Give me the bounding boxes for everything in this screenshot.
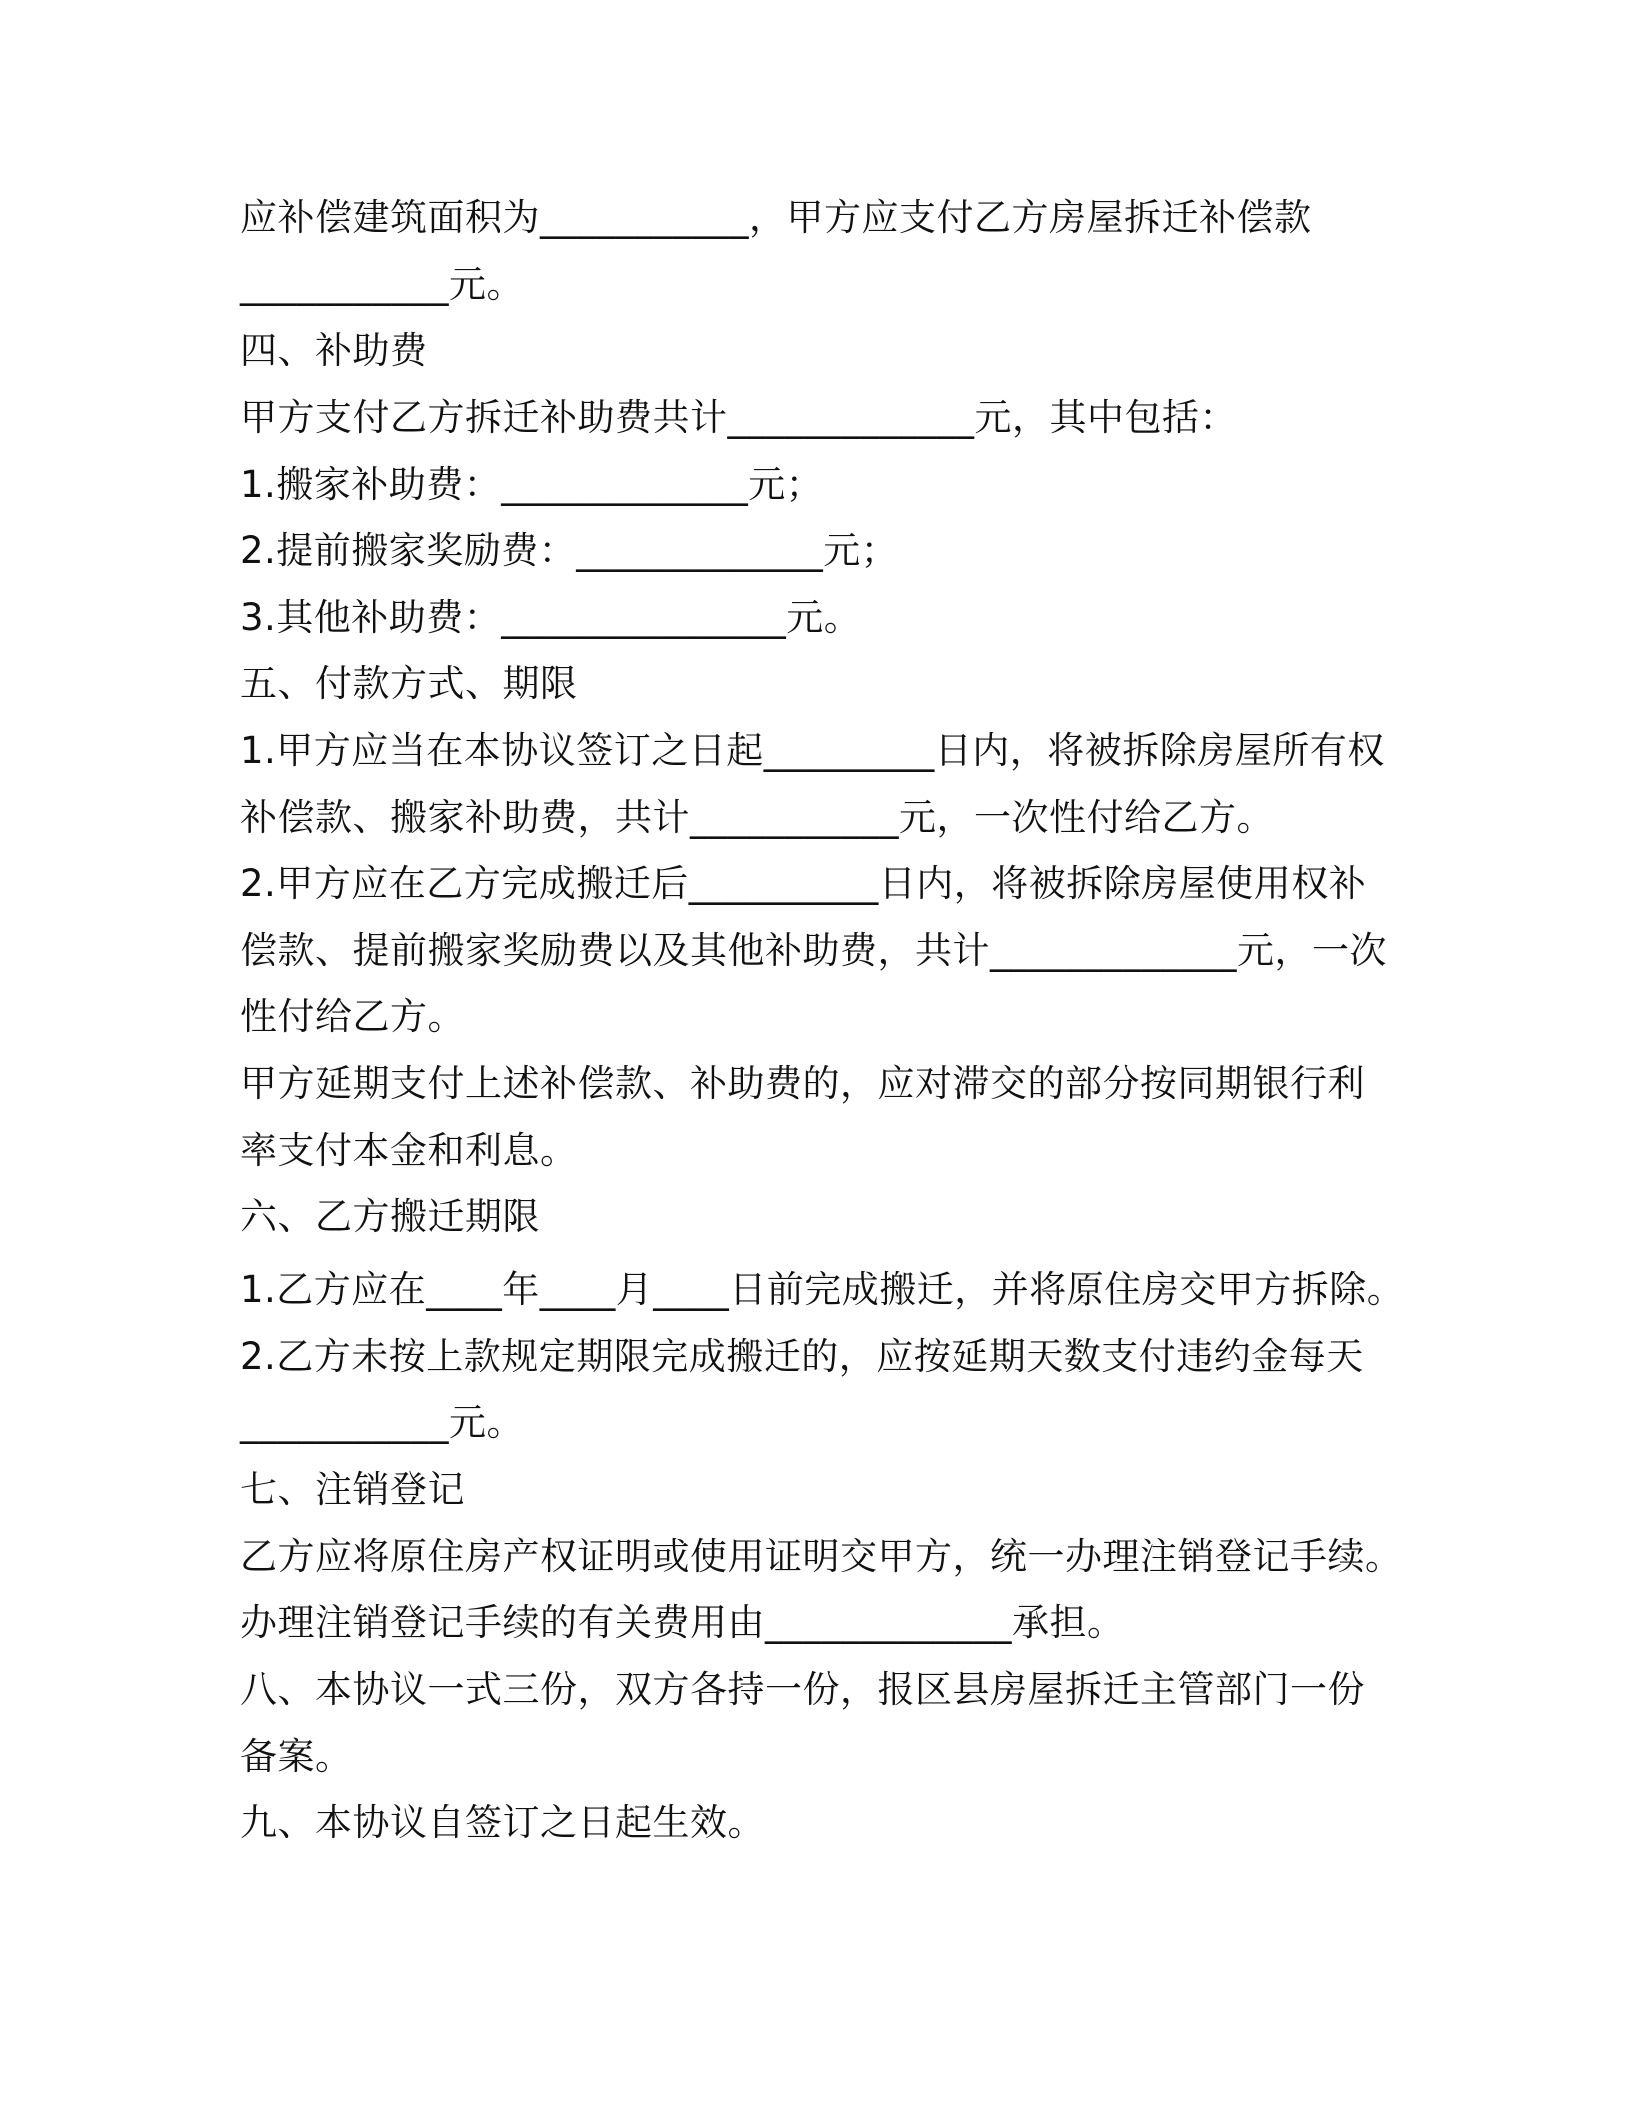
section-heading-deregistration: 七、注销登记 [240, 1468, 465, 1511]
clause-line-moving-subsidy: 1.搬家补助费：_____________元； [240, 463, 824, 506]
clause-line-payment-2b: 偿款、提前搬家奖励费以及其他补助费，共计_____________元，一次 [240, 929, 1387, 972]
clause-line-deregistration-b: 办理注销登记手续的有关费用由_____________承担。 [240, 1601, 1125, 1644]
clause-line-effective: 九、本协议自签订之日起生效。 [240, 1801, 765, 1844]
clause-line-copies-a: 八、本协议一式三份，双方各持一份，报区县房屋拆迁主管部门一份 [240, 1668, 1365, 1711]
clause-line-deregistration-a: 乙方应将原住房产权证明或使用证明交甲方，统一办理注销登记手续。 [240, 1535, 1403, 1578]
clause-line-subsidy-total: 甲方支付乙方拆迁补助费共计_____________元，其中包括： [240, 396, 1237, 439]
clause-line-payment-2c: 性付给乙方。 [240, 995, 465, 1038]
section-heading-payment: 五、付款方式、期限 [240, 662, 578, 705]
clause-line-compensation-area: 应补偿建筑面积为___________，甲方应支付乙方房屋拆迁补偿款 [240, 196, 1312, 239]
clause-line-relocation-date: 1.乙方应在____年____月____日前完成搬迁，并将原住房交甲方拆除。 [240, 1268, 1405, 1311]
clause-line-payment-1a: 1.甲方应当在本协议签订之日起_________日内，将被拆除房屋所有权 [240, 729, 1385, 772]
clause-line-late-payment-b: 率支付本金和利息。 [240, 1129, 578, 1172]
clause-line-compensation-amount: ___________元。 [240, 263, 524, 306]
clause-line-payment-1b: 补偿款、搬家补助费，共计___________元，一次性付给乙方。 [240, 796, 1274, 839]
clause-line-other-subsidy: 3.其他补助费：_______________元。 [240, 596, 862, 639]
clause-line-early-moving-bonus: 2.提前搬家奖励费：_____________元； [240, 529, 899, 572]
clause-line-penalty-b: ___________元。 [240, 1401, 524, 1444]
clause-line-penalty-a: 2.乙方未按上款规定期限完成搬迁的，应按延期天数支付违约金每天 [240, 1335, 1364, 1378]
clause-line-payment-2a: 2.甲方应在乙方完成搬迁后__________日内，将被拆除房屋使用权补 [240, 862, 1367, 905]
section-heading-subsidy: 四、补助费 [240, 329, 428, 372]
clause-line-late-payment-a: 甲方延期支付上述补偿款、补助费的，应对滞交的部分按同期银行利 [240, 1062, 1365, 1105]
clause-line-copies-b: 备案。 [240, 1735, 353, 1778]
section-heading-relocation-deadline: 六、乙方搬迁期限 [240, 1195, 540, 1238]
